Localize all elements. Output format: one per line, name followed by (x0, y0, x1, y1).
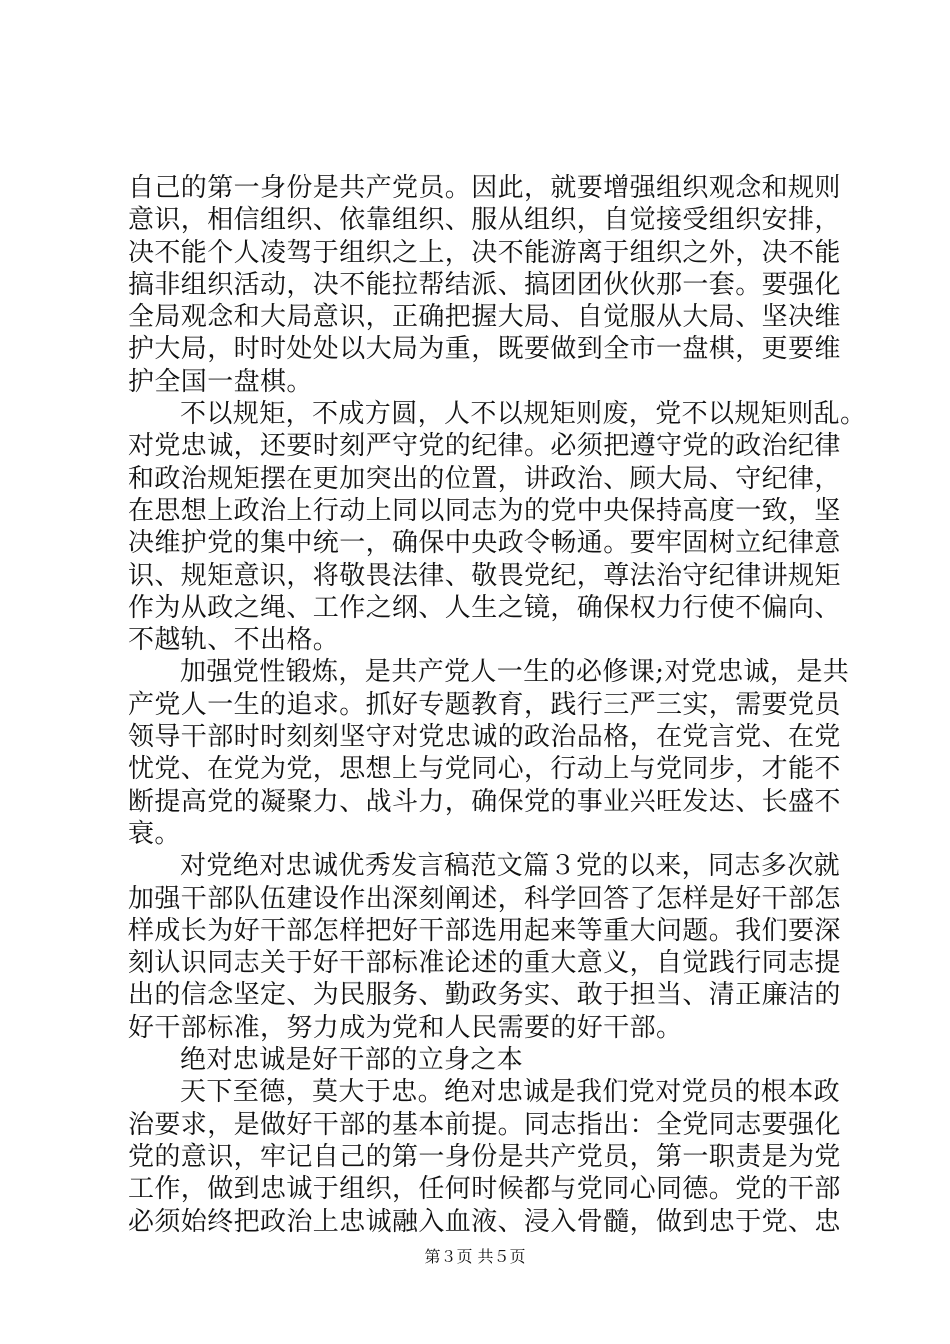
text-line: 天下至德，莫大于忠。绝对忠诚是我们党对党员的根本政 (180, 1077, 841, 1108)
text-line: 绝对忠诚是好干部的立身之本 (180, 1045, 524, 1076)
text-line: 领导干部时时刻刻坚守对党忠诚的政治品格，在党言党、在党 (128, 722, 841, 753)
text-line: 断提高党的凝聚力、战斗力，确保党的事业兴旺发达、长盛不 (128, 786, 841, 817)
text-line: 衰。 (128, 818, 181, 849)
text-line: 在思想上政治上行动上同以同志为的党中央保持高度一致，坚 (128, 495, 841, 526)
text-line: 意识，相信组织、依靠组织、服从组织，自觉接受组织安排， (128, 205, 841, 236)
page-number: 第３页 共５页 (424, 1247, 526, 1266)
text-line: 产党人一生的追求。抓好专题教育，践行三严三实，需要党员 (128, 689, 841, 720)
text-line: 和政治规矩摆在更加突出的位置，讲政治、顾大局、守纪律， (128, 463, 841, 494)
text-line: 护全国一盘棋。 (128, 366, 313, 397)
text-line: 决维护党的集中统一，确保中央政令畅通。要牢固树立纪律意 (128, 528, 841, 559)
text-line: 必须始终把政治上忠诚融入血液、浸入骨髓，做到忠于党、忠 (128, 1206, 841, 1237)
text-line: 对党忠诚，还要时刻严守党的纪律。必须把遵守党的政治纪律 (128, 431, 841, 462)
text-line: 全局观念和大局意识，正确把握大局、自觉服从大局、坚决维 (128, 302, 841, 333)
text-line: 党的意识，牢记自己的第一身份是共产党员，第一职责是为党 (128, 1141, 841, 1172)
text-line: 加强干部队伍建设作出深刻阐述，科学回答了怎样是好干部怎 (128, 883, 841, 914)
text-line: 刻认识同志关于好干部标准论述的重大意义，自觉践行同志提 (128, 948, 841, 979)
text-line: 出的信念坚定、为民服务、勤政务实、敢于担当、清正廉洁的 (128, 980, 841, 1011)
text-line: 加强党性锻炼，是共产党人一生的必修课;对党忠诚，是共 (180, 657, 850, 688)
text-line: 决不能个人凌驾于组织之上，决不能游离于组织之外，决不能 (128, 237, 841, 268)
text-line: 不越轨、不出格。 (128, 625, 340, 656)
text-line: 对党绝对忠诚优秀发言稿范文篇３党的以来，同志多次就 (180, 851, 841, 882)
text-line: 识、规矩意识，将敬畏法律、敬畏党纪，尊法治守纪律讲规矩 (128, 560, 841, 591)
text-line: 治要求，是做好干部的基本前提。同志指出：全党同志要强化 (128, 1109, 841, 1140)
text-line: 搞非组织活动，决不能拉帮结派、搞团团伙伙那一套。要强化 (128, 269, 841, 300)
text-line: 好干部标准，努力成为党和人民需要的好干部。 (128, 1012, 683, 1043)
text-line: 忧党、在党为党，思想上与党同心，行动上与党同步，才能不 (128, 754, 841, 785)
text-line: 不以规矩，不成方圆，人不以规矩则废，党不以规矩则乱。 (180, 399, 867, 430)
text-line: 护大局，时时处处以大局为重，既要做到全市一盘棋，更要维 (128, 334, 841, 365)
text-line: 作为从政之绳、工作之纲、人生之镜，确保权力行使不偏向、 (128, 592, 841, 623)
text-line: 样成长为好干部怎样把好干部选用起来等重大问题。我们要深 (128, 915, 841, 946)
text-line: 自己的第一身份是共产党员。因此，就要增强组织观念和规则 (128, 173, 841, 203)
text-line: 工作，做到忠诚于组织，任何时候都与党同心同德。党的干部 (128, 1174, 841, 1205)
document-body (128, 172, 867, 1238)
